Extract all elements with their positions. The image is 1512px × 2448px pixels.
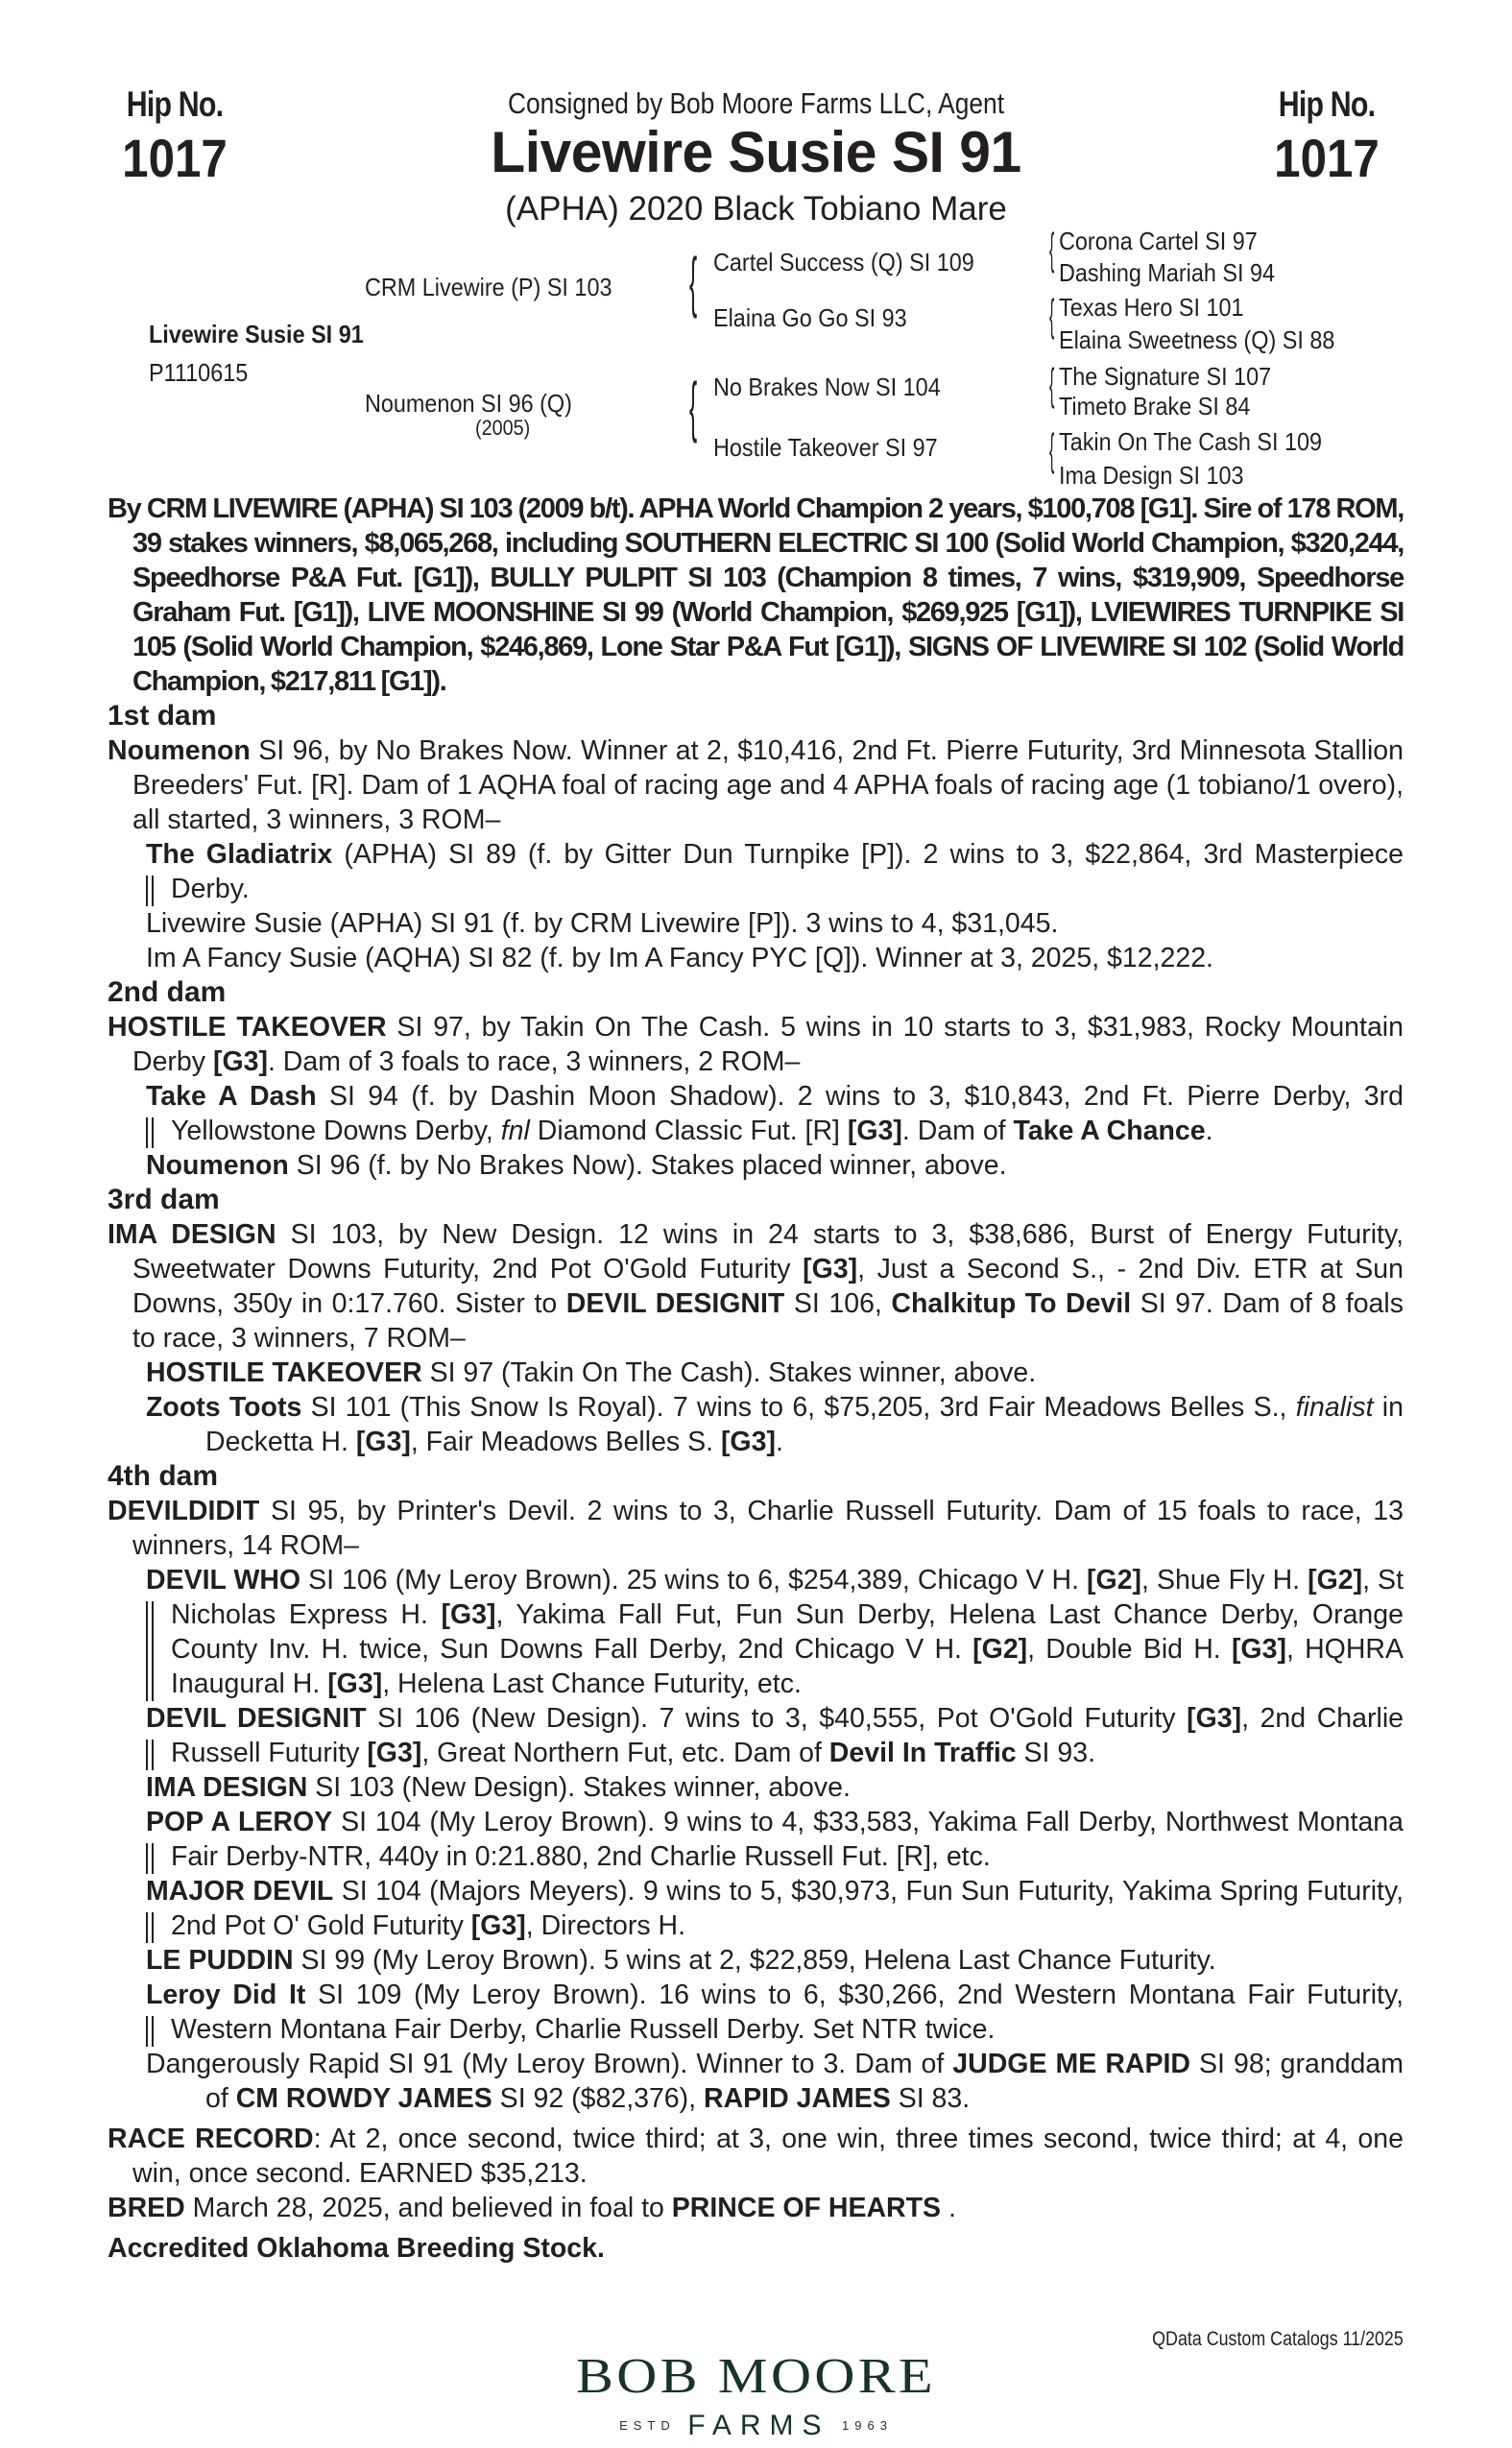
dam3-name: IMA DESIGN — [108, 1219, 276, 1250]
pedigree-dam-dam: Hostile Takeover SI 97 — [713, 433, 938, 462]
produce-text: , Fair Meadows Belles S. — [410, 1427, 721, 1457]
section-heading-1st-dam: 1st dam — [108, 700, 217, 732]
produce-offspring-name: CM ROWDY JAMES — [235, 2083, 492, 2114]
produce-text: , HQHRA Inaugural H. — [171, 1634, 1404, 1699]
produce-text: , 2nd Charlie Russell Futurity — [171, 1703, 1404, 1768]
produce-text: SI 92 ($82,376), — [492, 2083, 704, 2114]
grade-label: [G3] — [327, 1668, 383, 1699]
produce-text: SI 104 (Majors Meyers). 9 wins to 5, $30,973, Fun Sun Futurity, Yakima Spring Futurity, 2nd Pot O' Gold Futurity — [171, 1876, 1404, 1941]
stakes-bar-marker — [146, 1843, 154, 1874]
pedigree-subject: Livewire Susie SI 91 — [149, 320, 364, 348]
produce-text: SI 106 (My Leroy Brown). 25 wins to 6, $254,389, Chicago V H. — [300, 1565, 1088, 1596]
pedigree-brace: { — [689, 369, 698, 444]
pedigree-gen4: Timeto Brake SI 84 — [1059, 392, 1251, 420]
produce-text: Im A Fancy Susie (AQHA) SI 82 (f. by Im A Fancy PYC [Q]). Winner at 3, 2025, $12,222. — [146, 943, 1213, 973]
produce-entry — [108, 1978, 1404, 2047]
produce-text: , Great Northern Fut, etc. Dam of — [421, 1738, 829, 1768]
produce-text: SI 101 (This Snow Is Royal). 7 wins to 6, $75,205, 3rd Fair Meadows Belles S., — [301, 1392, 1296, 1423]
produce-text: SI 83. — [890, 2083, 971, 2114]
dam3-paragraph — [108, 1217, 1404, 1356]
produce-text: fnl — [500, 1116, 530, 1146]
dam4-produce-list — [108, 1563, 1404, 2116]
stakes-bar-marker — [146, 1740, 154, 1770]
pedigree-gen4: The Signature SI 107 — [1059, 362, 1272, 391]
dam2-text: . Dam of 3 foals to race, 3 winners, 2 ROM– — [267, 1046, 801, 1077]
produce-name: Noumenon — [146, 1150, 289, 1181]
dam1-paragraph — [108, 733, 1404, 837]
stakes-bar-marker — [146, 2016, 154, 2047]
pedigree-gen4: Texas Hero SI 101 — [1059, 293, 1244, 322]
pedigree-gen4: Elaina Sweetness (Q) SI 88 — [1059, 325, 1335, 354]
footer-credit: QData Custom Catalogs 11/2025 — [1152, 2328, 1404, 2350]
produce-entry — [108, 1805, 1404, 1874]
hip-label: Hip No. — [126, 84, 224, 124]
pedigree-brace: { — [1049, 359, 1055, 409]
produce-text: SI 109 (My Leroy Brown). 16 wins to 6, $30,266, 2nd Western Montana Fair Futurity, Western Montana Fair Derby, Charlie Russell Derby. Set NTR twice. — [171, 1980, 1404, 2045]
produce-name: HOSTILE TAKEOVER — [146, 1357, 422, 1388]
grade-label: [G3] — [355, 1427, 411, 1457]
dam2-name: HOSTILE TAKEOVER — [108, 1012, 387, 1043]
bred-label: BRED — [108, 2193, 185, 2223]
produce-text: finalist — [1295, 1392, 1374, 1423]
produce-text: SI 103 (New Design). Stakes winner, above. — [307, 1772, 851, 1803]
hip-number: 1017 — [1274, 128, 1380, 188]
logo-estd: ESTD — [619, 2418, 676, 2433]
produce-text: , Double Bid H. — [1027, 1634, 1232, 1665]
stakes-bar-marker — [146, 1117, 154, 1148]
produce-text: . — [1205, 1116, 1213, 1146]
registration-number: P1110615 — [149, 358, 249, 387]
pedigree-gen4: Dashing Mariah SI 94 — [1059, 258, 1276, 287]
hip-label: Hip No. — [1278, 84, 1376, 124]
produce-text: SI 93. — [1016, 1738, 1095, 1768]
catalog-body — [108, 492, 1404, 2266]
section-heading-3rd-dam: 3rd dam — [108, 1184, 220, 1215]
produce-text: SI 104 (My Leroy Brown). 9 wins to 4, $33,583, Yakima Fall Derby, Northwest Montana Fair Derby-NTR, 440y in 0:21.880, 2nd Charlie Russell Fut. [R], etc. — [171, 1807, 1404, 1872]
produce-name: POP A LEROY — [146, 1807, 333, 1837]
pedigree-dam: Noumenon SI 96 (Q) — [365, 389, 572, 418]
section-heading-4th-dam: 4th dam — [108, 1460, 219, 1492]
produce-text: SI 94 (f. by Dashin Moon Shadow). 2 wins to 3, $10,843, 2nd Ft. Pierre Derby, 3rd Yellowstone Downs Derby, — [171, 1081, 1404, 1146]
race-record-label: RACE RECORD — [108, 2124, 314, 2154]
produce-text: . — [775, 1427, 783, 1457]
produce-entry — [108, 837, 1404, 906]
sibling-name: Chalkitup To Devil — [891, 1288, 1132, 1319]
grade-label: [G3] — [847, 1116, 902, 1146]
pedigree-brace: { — [689, 244, 698, 319]
pedigree-gen4: Takin On The Cash SI 109 — [1059, 427, 1323, 456]
produce-entry — [108, 1356, 1404, 1390]
dam2-paragraph — [108, 1010, 1404, 1079]
dam2-text: SI 97, by Takin On The Cash. 5 wins in 10 starts to 3, $31,983, Rocky Mountain Derby — [132, 1012, 1404, 1077]
pedigree-brace: { — [1049, 424, 1055, 474]
grade-label: [G2] — [972, 1634, 1028, 1665]
produce-text: Livewire Susie (APHA) SI 91 (f. by CRM Livewire [P]). 3 wins to 4, $31,045. — [146, 908, 1059, 939]
produce-offspring-name: Devil In Traffic — [828, 1738, 1017, 1768]
dam3-text: SI 103, by New Design. 12 wins in 24 starts to 3, $38,686, Burst of Energy Futurity, Sweetwater Downs Futurity, 2nd Pot O'Gold Futurity — [132, 1219, 1404, 1284]
dam3-text: SI 97. Dam of 8 foals to race, 3 winners, 7 ROM– — [132, 1288, 1404, 1354]
dam4-name: DEVILDIDIT — [108, 1496, 260, 1526]
accredited-line: Accredited Oklahoma Breeding Stock. — [108, 2233, 605, 2264]
logo-main-text: BOB MOORE — [576, 2349, 936, 2404]
produce-text: , Yakima Fall Fut, Fun Sun Derby, Helena Last Chance Derby, Orange County Inv. H. twice, Sun Downs Fall Derby, 2nd Chicago V H. — [171, 1599, 1404, 1665]
grade-label: [G3] — [720, 1427, 776, 1457]
produce-name: The Gladiatrix — [146, 839, 333, 870]
produce-name: MAJOR DEVIL — [146, 1876, 334, 1907]
hip-number: 1017 — [122, 128, 228, 188]
produce-name: Zoots Toots — [146, 1392, 302, 1423]
produce-name: Take A Dash — [146, 1081, 317, 1112]
produce-offspring-name: JUDGE ME RAPID — [952, 2049, 1190, 2079]
produce-text: SI 96 (f. by No Brakes Now). Stakes placed winner, above. — [288, 1150, 1007, 1181]
pedigree-sire: CRM Livewire (P) SI 103 — [365, 273, 612, 301]
produce-text: , Directors H. — [525, 1910, 686, 1941]
grade-label: [G3] — [1187, 1703, 1242, 1734]
stakes-bar-marker — [146, 1601, 154, 1701]
produce-text: in Decketta H. — [205, 1392, 1404, 1457]
produce-entry — [108, 1563, 1404, 1701]
produce-text: (APHA) SI 89 (f. by Gitter Dun Turnpike [P]). 2 wins to 3, $22,864, 3rd Masterpiece Derby. — [171, 839, 1404, 904]
produce-entry — [108, 941, 1404, 975]
produce-text: Dangerously Rapid SI 91 (My Leroy Brown). Winner to 3. Dam of — [146, 2049, 953, 2079]
produce-text: SI 106 (New Design). 7 wins to 3, $40,555, Pot O'Gold Futurity — [366, 1703, 1188, 1734]
produce-text: SI 98; granddam of — [205, 2049, 1404, 2114]
produce-entry — [108, 906, 1404, 941]
grade-label: [G3] — [803, 1254, 858, 1284]
pedigree-dam-year: (2005) — [475, 416, 531, 440]
produce-text: Diamond Classic Fut. [R] — [529, 1116, 848, 1146]
bred-stallion: PRINCE OF HEARTS — [671, 2193, 942, 2223]
section-heading-2nd-dam: 2nd dam — [108, 976, 227, 1008]
dam3-text: SI 106, — [784, 1288, 892, 1319]
produce-name: LE PUDDIN — [146, 1945, 294, 1976]
grade-label: [G3] — [470, 1910, 526, 1941]
pedigree-sire-sire: Cartel Success (Q) SI 109 — [713, 248, 974, 276]
bob-moore-farms-logo — [0, 2350, 1512, 2442]
horse-description: (APHA) 2020 Black Tobiano Mare — [505, 190, 1007, 228]
produce-entry — [108, 1943, 1404, 1978]
dam4-paragraph — [108, 1494, 1404, 1563]
pedigree-brace: { — [1049, 224, 1055, 274]
dam4-text: SI 95, by Printer's Devil. 2 wins to 3, Charlie Russell Futurity. Dam of 15 foals to race, 13 winners, 14 ROM– — [132, 1496, 1404, 1561]
produce-entry — [108, 1390, 1404, 1459]
sire-paragraph: By CRM LIVEWIRE (APHA) SI 103 (2009 b/t). APHA World Champion 2 years, $100,708 [G1]. Sire of 178 ROM, 39 stakes winners, $8,065,268, including SOUTHERN ELECTRIC SI 100 (Solid World Champion, $320,244, Speedhorse P&A Fut. [G1]), BULLY PULPIT SI 103 (Champion 8 times, 7 wins, $319,909, Speedhorse Graham Fut. [G1]), LIVE MOONSHINE SI 99 (World Champion, $269,925 [G1]), LVIEWIRES TURNPIKE SI 105 (Solid World Champion, $246,869, Lone Star P&A Fut [G1]), SIGNS OF LIVEWIRE SI 102 (Solid World Champion, $217,811 [G1]). — [108, 493, 1404, 697]
pedigree-brace: { — [1049, 290, 1055, 340]
pedigree-sire-dam: Elaina Go Go SI 93 — [713, 303, 907, 332]
logo-year: 1963 — [842, 2418, 893, 2433]
produce-name: Leroy Did It — [146, 1980, 306, 2010]
produce-name: IMA DESIGN — [146, 1772, 308, 1803]
produce-entry — [108, 2047, 1404, 2116]
produce-offspring-name: RAPID JAMES — [704, 2083, 891, 2114]
dam1-name: Noumenon — [108, 735, 251, 766]
logo-farms: FARMS — [687, 2410, 830, 2441]
stakes-bar-marker — [146, 1912, 154, 1943]
pedigree-gen4: Ima Design SI 103 — [1059, 461, 1244, 490]
produce-text: , St Nicholas Express H. — [171, 1565, 1404, 1630]
grade-label: [G2] — [1087, 1565, 1142, 1596]
bred-text: March 28, 2025, and believed in foal to — [184, 2193, 672, 2223]
grade-label: [G3] — [441, 1599, 496, 1630]
pedigree-dam-sire: No Brakes Now SI 104 — [713, 372, 941, 401]
race-record — [108, 2122, 1404, 2191]
grade-label: [G3] — [367, 1738, 422, 1768]
dam3-text: , Just a Second S., - 2nd Div. ETR at Sun Downs, 350y in 0:17.760. Sister to — [132, 1254, 1404, 1319]
produce-text: SI 99 (My Leroy Brown). 5 wins at 2, $22,859, Helena Last Chance Futurity. — [293, 1945, 1216, 1976]
grade-label: [G3] — [212, 1046, 268, 1077]
consignor-line: Consigned by Bob Moore Farms LLC, Agent — [507, 86, 1005, 120]
logo-subline — [0, 2410, 1512, 2442]
horse-name-title: Livewire Susie SI 91 — [491, 120, 1021, 184]
produce-text: , Shue Fly H. — [1141, 1565, 1308, 1596]
bred-text: . — [941, 2193, 956, 2223]
produce-text: , Helena Last Chance Futurity, etc. — [382, 1668, 802, 1699]
race-record-text: : At 2, once second, twice third; at 3, one win, three times second, twice third; at 4, one win, once second. EARNED $35,213. — [132, 2124, 1404, 2189]
produce-offspring-name: Take A Chance — [1013, 1116, 1206, 1146]
produce-entry — [108, 1701, 1404, 1770]
produce-entry — [108, 1079, 1404, 1148]
produce-name: DEVIL DESIGNIT — [146, 1703, 367, 1734]
sibling-name: DEVIL DESIGNIT — [565, 1288, 785, 1319]
stakes-bar-marker — [146, 876, 154, 906]
produce-entry — [108, 1148, 1404, 1183]
grade-label: [G2] — [1308, 1565, 1363, 1596]
bred-line — [108, 2191, 1404, 2225]
produce-entry — [108, 1874, 1404, 1943]
produce-entry — [108, 1770, 1404, 1805]
produce-text: . Dam of — [901, 1116, 1014, 1146]
dam1-text: SI 96, by No Brakes Now. Winner at 2, $10,416, 2nd Ft. Pierre Futurity, 3rd Minnesota Stallion Breeders' Fut. [R]. Dam of 1 AQHA foal of racing age and 4 APHA foals of racing age (1 tobiano/1 overo), all started, 3 winners, 3 ROM– — [132, 735, 1404, 835]
pedigree-gen4: Corona Cartel SI 97 — [1059, 227, 1258, 255]
grade-label: [G3] — [1231, 1634, 1286, 1665]
produce-name: DEVIL WHO — [146, 1565, 301, 1596]
produce-text: SI 97 (Takin On The Cash). Stakes winner, above. — [421, 1357, 1037, 1388]
